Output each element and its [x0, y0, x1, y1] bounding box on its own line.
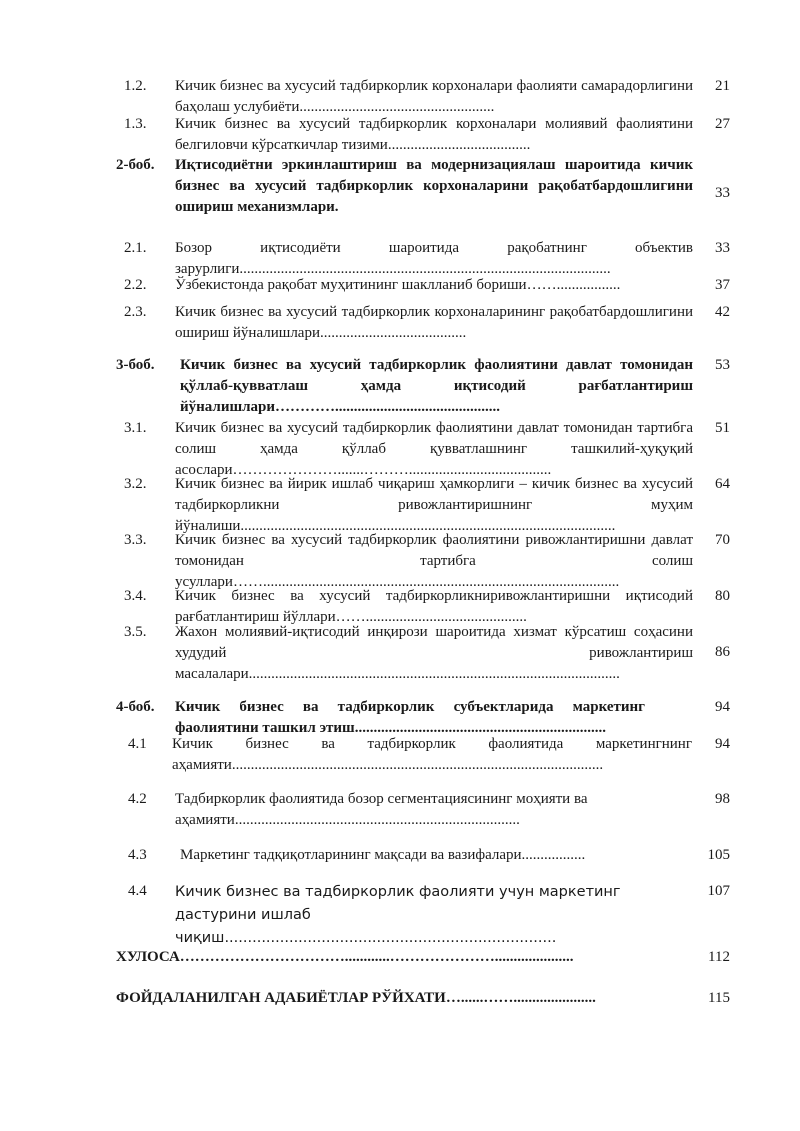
section-number: 4.2 [128, 791, 147, 807]
chapter-title: Кичик бизнес ва хусусий тадбиркорлик фаолиятини давлат томонидан қўллаб-қувватлаш ҳамда иқтисодий рағбатлантириш йўналишлари…………............................................ [180, 357, 693, 415]
section-title: Кичик бизнес ва тадбиркорлик фаолиятида маркетингнинг аҳамияти................................................................................................... [172, 736, 692, 773]
section-number: 3.4. [124, 588, 147, 604]
page-number: 42 [715, 304, 730, 320]
section-number: 1.3. [124, 116, 147, 132]
section-number: 2.1. [124, 240, 147, 256]
section-title: Кичик бизнес ва хусусий тадбиркорлик фаолиятини давлат томонидан тартибга солиш ҳамда қўллаб қувватлашнинг ташкилий-ҳуқуқий асослари………………….......………...................................... [175, 420, 693, 478]
chapter-number: 2-боб. [116, 157, 155, 173]
section-title: Кичик бизнес ва хусусий тадбиркорлик фаолиятини ривожлантиришни давлат томонидан тартибга солиш усуллари……............................................................................................... [175, 532, 693, 590]
section-number: 3.3. [124, 532, 147, 548]
section-title: Кичик бизнес ва хусусий тадбиркорлик корхоналарининг рақобатбардошлигини ошириш йўналишлари....................................... [175, 304, 693, 341]
page-number: 37 [715, 277, 730, 293]
chapter-number: 4-боб. [116, 699, 155, 715]
section-number: 3.2. [124, 476, 147, 492]
section-number: 4.1 [128, 736, 147, 752]
section-title: Кичик бизнес ва хусусий тадбиркорлик корхоналари фаолияти самарадорлигини баҳолаш услубиёти.................................................... [175, 78, 693, 115]
section-number: 2.2. [124, 277, 147, 293]
page-number: 27 [715, 116, 730, 132]
section-number: 4.3 [128, 847, 147, 863]
section-title: Тадбиркорлик фаолиятида бозор сегментациясининг моҳияти ва аҳамияти............................................................................ [175, 791, 588, 828]
page-number: 107 [707, 883, 730, 899]
page-number: 115 [708, 990, 730, 1006]
section-title: Ўзбекистонда рақобат муҳитининг шаклланиб бориши……................. [175, 277, 621, 293]
chapter-title: Иқтисодиётни эркинлаштириш ва модернизациялаш шароитида кичик бизнес ва хусусий тадбиркорлик корхоналарини рақобатбардошлигини ошириш механизмлари. [175, 157, 693, 215]
page-number: 105 [707, 847, 730, 863]
page-number: 98 [715, 791, 730, 807]
section-title: Кичик бизнес ва хусусий тадбиркорликниривожлантиришни иқтисодий рағбатлантириш йўллари……........................................... [175, 588, 693, 625]
section-title: Маркетинг тадқиқотларининг мақсади ва вазифалари................. [180, 847, 586, 863]
section-title: Кичик бизнес ва хусусий тадбиркорлик корхоналари молиявий фаолиятини белгиловчи кўрсаткичлар тизими...................................... [175, 116, 693, 153]
section-title: Бозор иқтисодиёти шароитида рақобатнинг объектив зарурлиги................................................................................................... [175, 240, 693, 277]
section-number: 3.5. [124, 624, 147, 640]
page-number: 70 [715, 532, 730, 548]
page-number: 21 [715, 78, 730, 94]
chapter-number: 3-боб. [116, 357, 155, 373]
page-number: 86 [715, 644, 730, 660]
page-number: 112 [708, 949, 730, 965]
conclusion-title: ХУЛОСА……………………………............…………………..................... [116, 949, 574, 965]
page-number: 80 [715, 588, 730, 604]
section-number: 4.4 [128, 883, 147, 899]
page-number: 33 [715, 240, 730, 256]
section-number: 2.3. [124, 304, 147, 320]
section-number: 3.1. [124, 420, 147, 436]
section-title: Жахон молиявий-иқтисодий инқирози шароитида хизмат кўрсатиш соҳасини худудий ривожлантириш масалалари................................................................................................... [175, 624, 693, 682]
page-number: 94 [715, 699, 730, 715]
section-title: Кичик бизнес ва тадбиркорлик фаолияти учун маркетинг дастурини ишлаб чиқиш........................................................................ [175, 884, 621, 946]
section-title: Кичик бизнес ва йирик ишлаб чиқариш ҳамкорлиги – кичик бизнес ва хусусий тадбиркорликни ривожлантиришнинг муҳим йўналиши.................................................................................................... [175, 476, 693, 534]
page-number: 33 [715, 185, 730, 201]
page-number: 53 [715, 357, 730, 373]
page-number: 51 [715, 420, 730, 436]
chapter-title: Кичик бизнес ва тадбиркорлик субъектларида маркетинг фаолиятини ташкил этиш................................................................... [175, 699, 645, 736]
page-number: 64 [715, 476, 730, 492]
references-title: ФОЙДАЛАНИЛГАН АДАБИЁТЛАР РЎЙХАТИ…......……...................... [116, 990, 596, 1006]
page-number: 94 [715, 736, 730, 752]
section-number: 1.2. [124, 78, 147, 94]
